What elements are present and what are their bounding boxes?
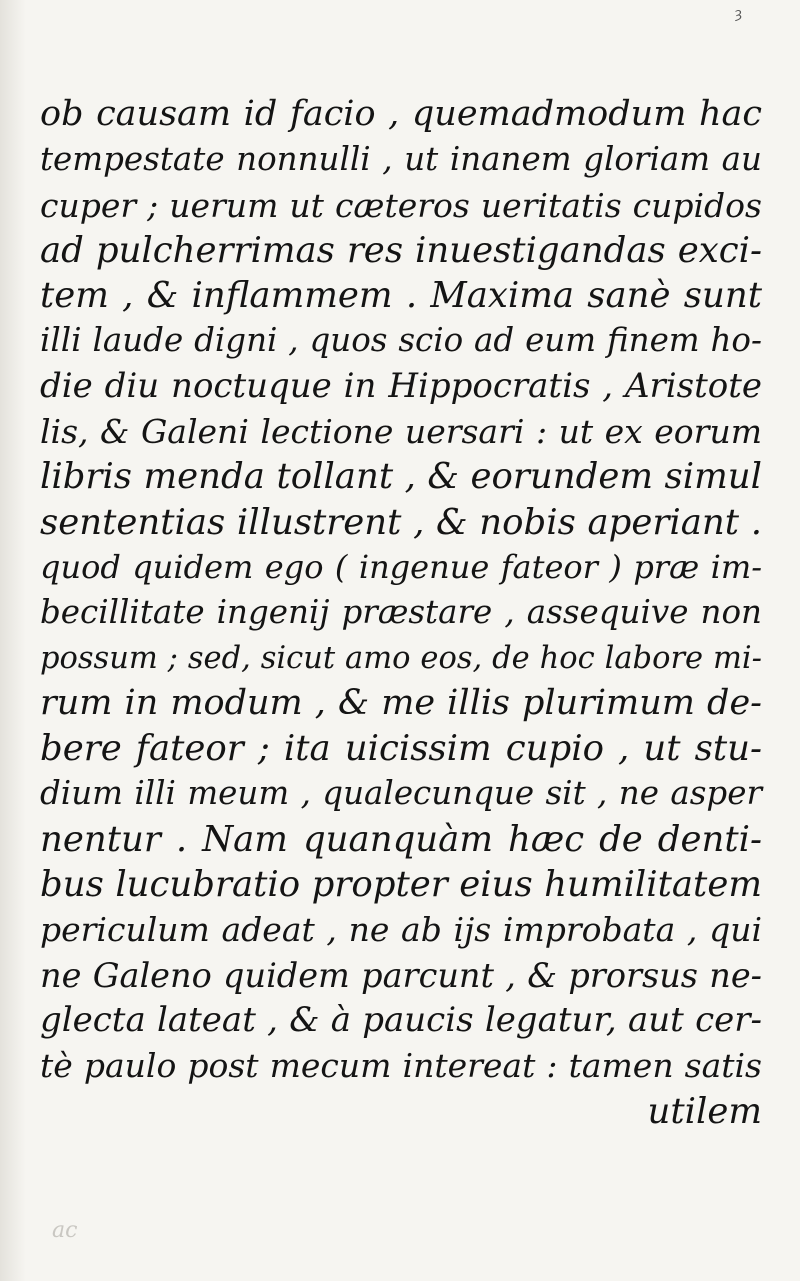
text-line: ad pulcherrimas res inuestigandas exci- bbox=[40, 229, 762, 271]
text-line: rum in modum , & me illis plurimum de- bbox=[40, 682, 762, 723]
text-line: tem , & inflammem . Maxima sanè sunt bbox=[40, 275, 762, 317]
catchword: utilem bbox=[647, 1090, 762, 1132]
text-line: dium illi meum , qualecunque sit , ne asper bbox=[40, 774, 762, 813]
text-line: illi laude digni , quos scio ad eum finem ho- bbox=[40, 321, 762, 360]
text-line: die diu noctuque in Hippocratis , Aristote bbox=[40, 365, 762, 406]
text-line: periculum adeat , ne ab ijs improbata , qui bbox=[40, 910, 762, 950]
body-text bbox=[40, 92, 762, 1134]
text-line: ob causam id facio , quemadmodum hac bbox=[40, 94, 762, 134]
corner-mark: ȝ bbox=[734, 6, 742, 22]
text-line: bus lucubratio propter eius humilitatem bbox=[40, 864, 762, 906]
text-line: becillitate ingenij præstare , assequive non bbox=[40, 593, 762, 632]
text-line: cuper ; uerum ut cæteros ueritatis cupidos bbox=[40, 185, 762, 225]
text-line: nentur . Nam quanquàm hæc de denti- bbox=[40, 818, 762, 860]
text-line: sententias illustrent , & nobis aperiant . bbox=[40, 501, 762, 543]
text-line: bere fateor ; ita uicissim cupio , ut stu- bbox=[40, 728, 762, 770]
text-line: lis, & Galeni lectione uersari : ut ex eorum bbox=[40, 412, 762, 452]
text-line: libris menda tollant , & eorundem simul bbox=[40, 456, 762, 498]
page-gutter-shadow bbox=[0, 0, 26, 1281]
text-line: ne Galeno quidem parcunt , & prorsus ne- bbox=[40, 955, 762, 995]
text-line: possum ; sed, sicut amo eos, de hoc labore mi- bbox=[40, 640, 762, 676]
text-line: quod quidem ego ( ingenue fateor ) præ im- bbox=[40, 547, 762, 586]
text-line: tè paulo post mecum intereat : tamen satis bbox=[40, 1046, 762, 1086]
bleed-through-mark: ac bbox=[52, 1218, 78, 1243]
text-line: glecta lateat , & à paucis legatur, aut cer- bbox=[40, 999, 762, 1040]
text-line: tempestate nonnulli , ut inanem gloriam au bbox=[40, 140, 762, 179]
